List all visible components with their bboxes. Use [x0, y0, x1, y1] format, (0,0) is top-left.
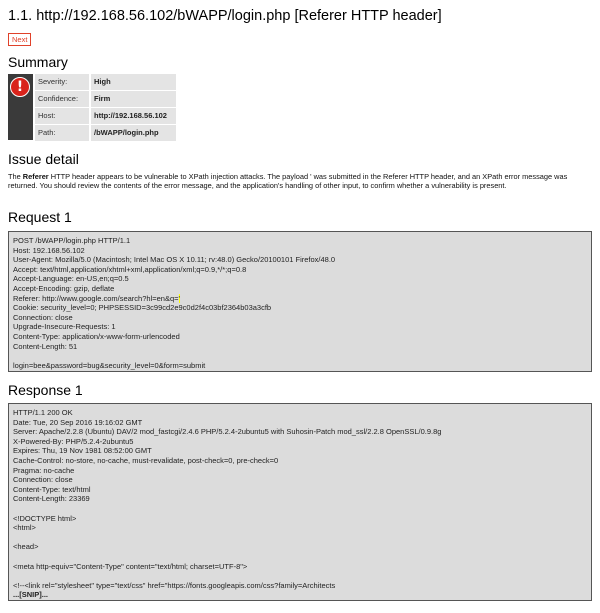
- payload-highlight: ': [178, 293, 180, 303]
- request-line: POST /bWAPP/login.php HTTP/1.1: [13, 236, 131, 245]
- response-line: Expires: Thu, 19 Nov 1981 08:52:00 GMT: [13, 446, 152, 456]
- request-line: Cookie: security_level=0; PHPSESSID=3c99cd2e9c0d2f4c03bf2364b03a3cfb: [13, 303, 272, 313]
- detail-bold: Referer: [22, 172, 49, 181]
- response-line: [13, 533, 587, 543]
- summary-value: High: [91, 74, 176, 90]
- issue-detail-heading: Issue detail: [8, 151, 79, 167]
- request-line: Upgrade-Insecure-Requests: 1: [13, 322, 116, 332]
- response-line: <!--<link rel="stylesheet" type="text/css" href="https://fonts.googleapis.com/css?family=Architects: [13, 580, 336, 590]
- response-line: [13, 552, 587, 562]
- issue-detail-text: [8, 172, 594, 190]
- request-heading: Request 1: [8, 209, 72, 225]
- request-line: login=bee&password=bug&security_level=0&form=submit: [13, 360, 206, 370]
- response-line: Cache-Control: no-store, no-cache, must-revalidate, post-check=0, pre-check=0: [13, 455, 279, 465]
- summary-heading: Summary: [8, 54, 68, 70]
- response-line: Pragma: no-cache: [13, 465, 75, 475]
- request-line: Connection: close: [13, 312, 73, 322]
- response-line: X-Powered-By: PHP/5.2.4-2ubuntu5: [13, 436, 134, 446]
- summary-key: Path:: [35, 125, 89, 141]
- issue-title: 1.1. http://192.168.56.102/bWAPP/login.php [Referer HTTP header]: [8, 8, 442, 24]
- request-line: Host: 192.168.56.102: [13, 245, 85, 255]
- response-line: <!DOCTYPE html>: [13, 513, 77, 523]
- request-line: Content-Type: application/x-www-form-urlencoded: [13, 331, 180, 341]
- detail-pre: The: [8, 172, 23, 181]
- severity-indicator: [8, 74, 33, 140]
- detail-post: HTTP header appears to be vulnerable to XPath injection attacks. The payload ' was submitted in the Referer HTTP header, and an XPath error message was returned. You should review the contents of the error message, and the application's handling of other input, to confirm whether a vulnerability is present.: [8, 172, 568, 190]
- response-line: <meta http-equiv="Content-Type" content="text/html; charset=UTF-8">: [13, 561, 248, 571]
- response-line: [13, 504, 587, 514]
- exclamation-icon: !: [10, 77, 30, 97]
- request-line: Accept-Language: en-US,en;q=0.5: [13, 274, 129, 284]
- summary-value: /bWAPP/login.php: [91, 125, 176, 141]
- request-line: Content-Length: 51: [13, 341, 78, 351]
- response-line: Date: Tue, 20 Sep 2016 19:16:02 GMT: [13, 417, 143, 427]
- snip-marker: ...[SNIP]...: [13, 590, 49, 600]
- request-line-referer: [13, 294, 587, 304]
- summary-key: Severity:: [35, 74, 89, 90]
- request-line: Accept-Encoding: gzip, deflate: [13, 283, 115, 293]
- summary-value: http://192.168.56.102: [91, 108, 176, 124]
- next-button[interactable]: Next: [8, 33, 31, 46]
- request-line: [13, 351, 587, 361]
- summary-key: Confidence:: [35, 91, 89, 107]
- response-line: <html>: [13, 523, 36, 533]
- request-line: Accept: text/html,application/xhtml+xml,application/xml;q=0.9,*/*;q=0.8: [13, 264, 247, 274]
- response-line: Server: Apache/2.2.8 (Ubuntu) DAV/2 mod_fastcgi/2.4.6 PHP/5.2.4-2ubuntu5 with Suhosin-Patch mod_ssl/2.2.8 OpenSSL/0.9.8g: [13, 427, 442, 437]
- request-code-box: [8, 231, 592, 372]
- response-line: <head>: [13, 542, 39, 552]
- response-line: Content-Length: 23369: [13, 494, 90, 504]
- request-line: User-Agent: Mozilla/5.0 (Macintosh; Intel Mac OS X 10.11; rv:48.0) Gecko/20100101 Firefox/48.0: [13, 255, 336, 265]
- referer-prefix: Referer: http://www.google.com/search?hl=en&q=: [13, 293, 179, 303]
- response-line: Content-Type: text/html: [13, 484, 91, 494]
- summary-key: Host:: [35, 108, 89, 124]
- response-heading: Response 1: [8, 382, 83, 398]
- response-line: [13, 571, 587, 581]
- summary-value: Firm: [91, 91, 176, 107]
- response-code-box: [8, 403, 592, 601]
- response-line: HTTP/1.1 200 OK: [13, 408, 73, 417]
- response-line: Connection: close: [13, 475, 73, 485]
